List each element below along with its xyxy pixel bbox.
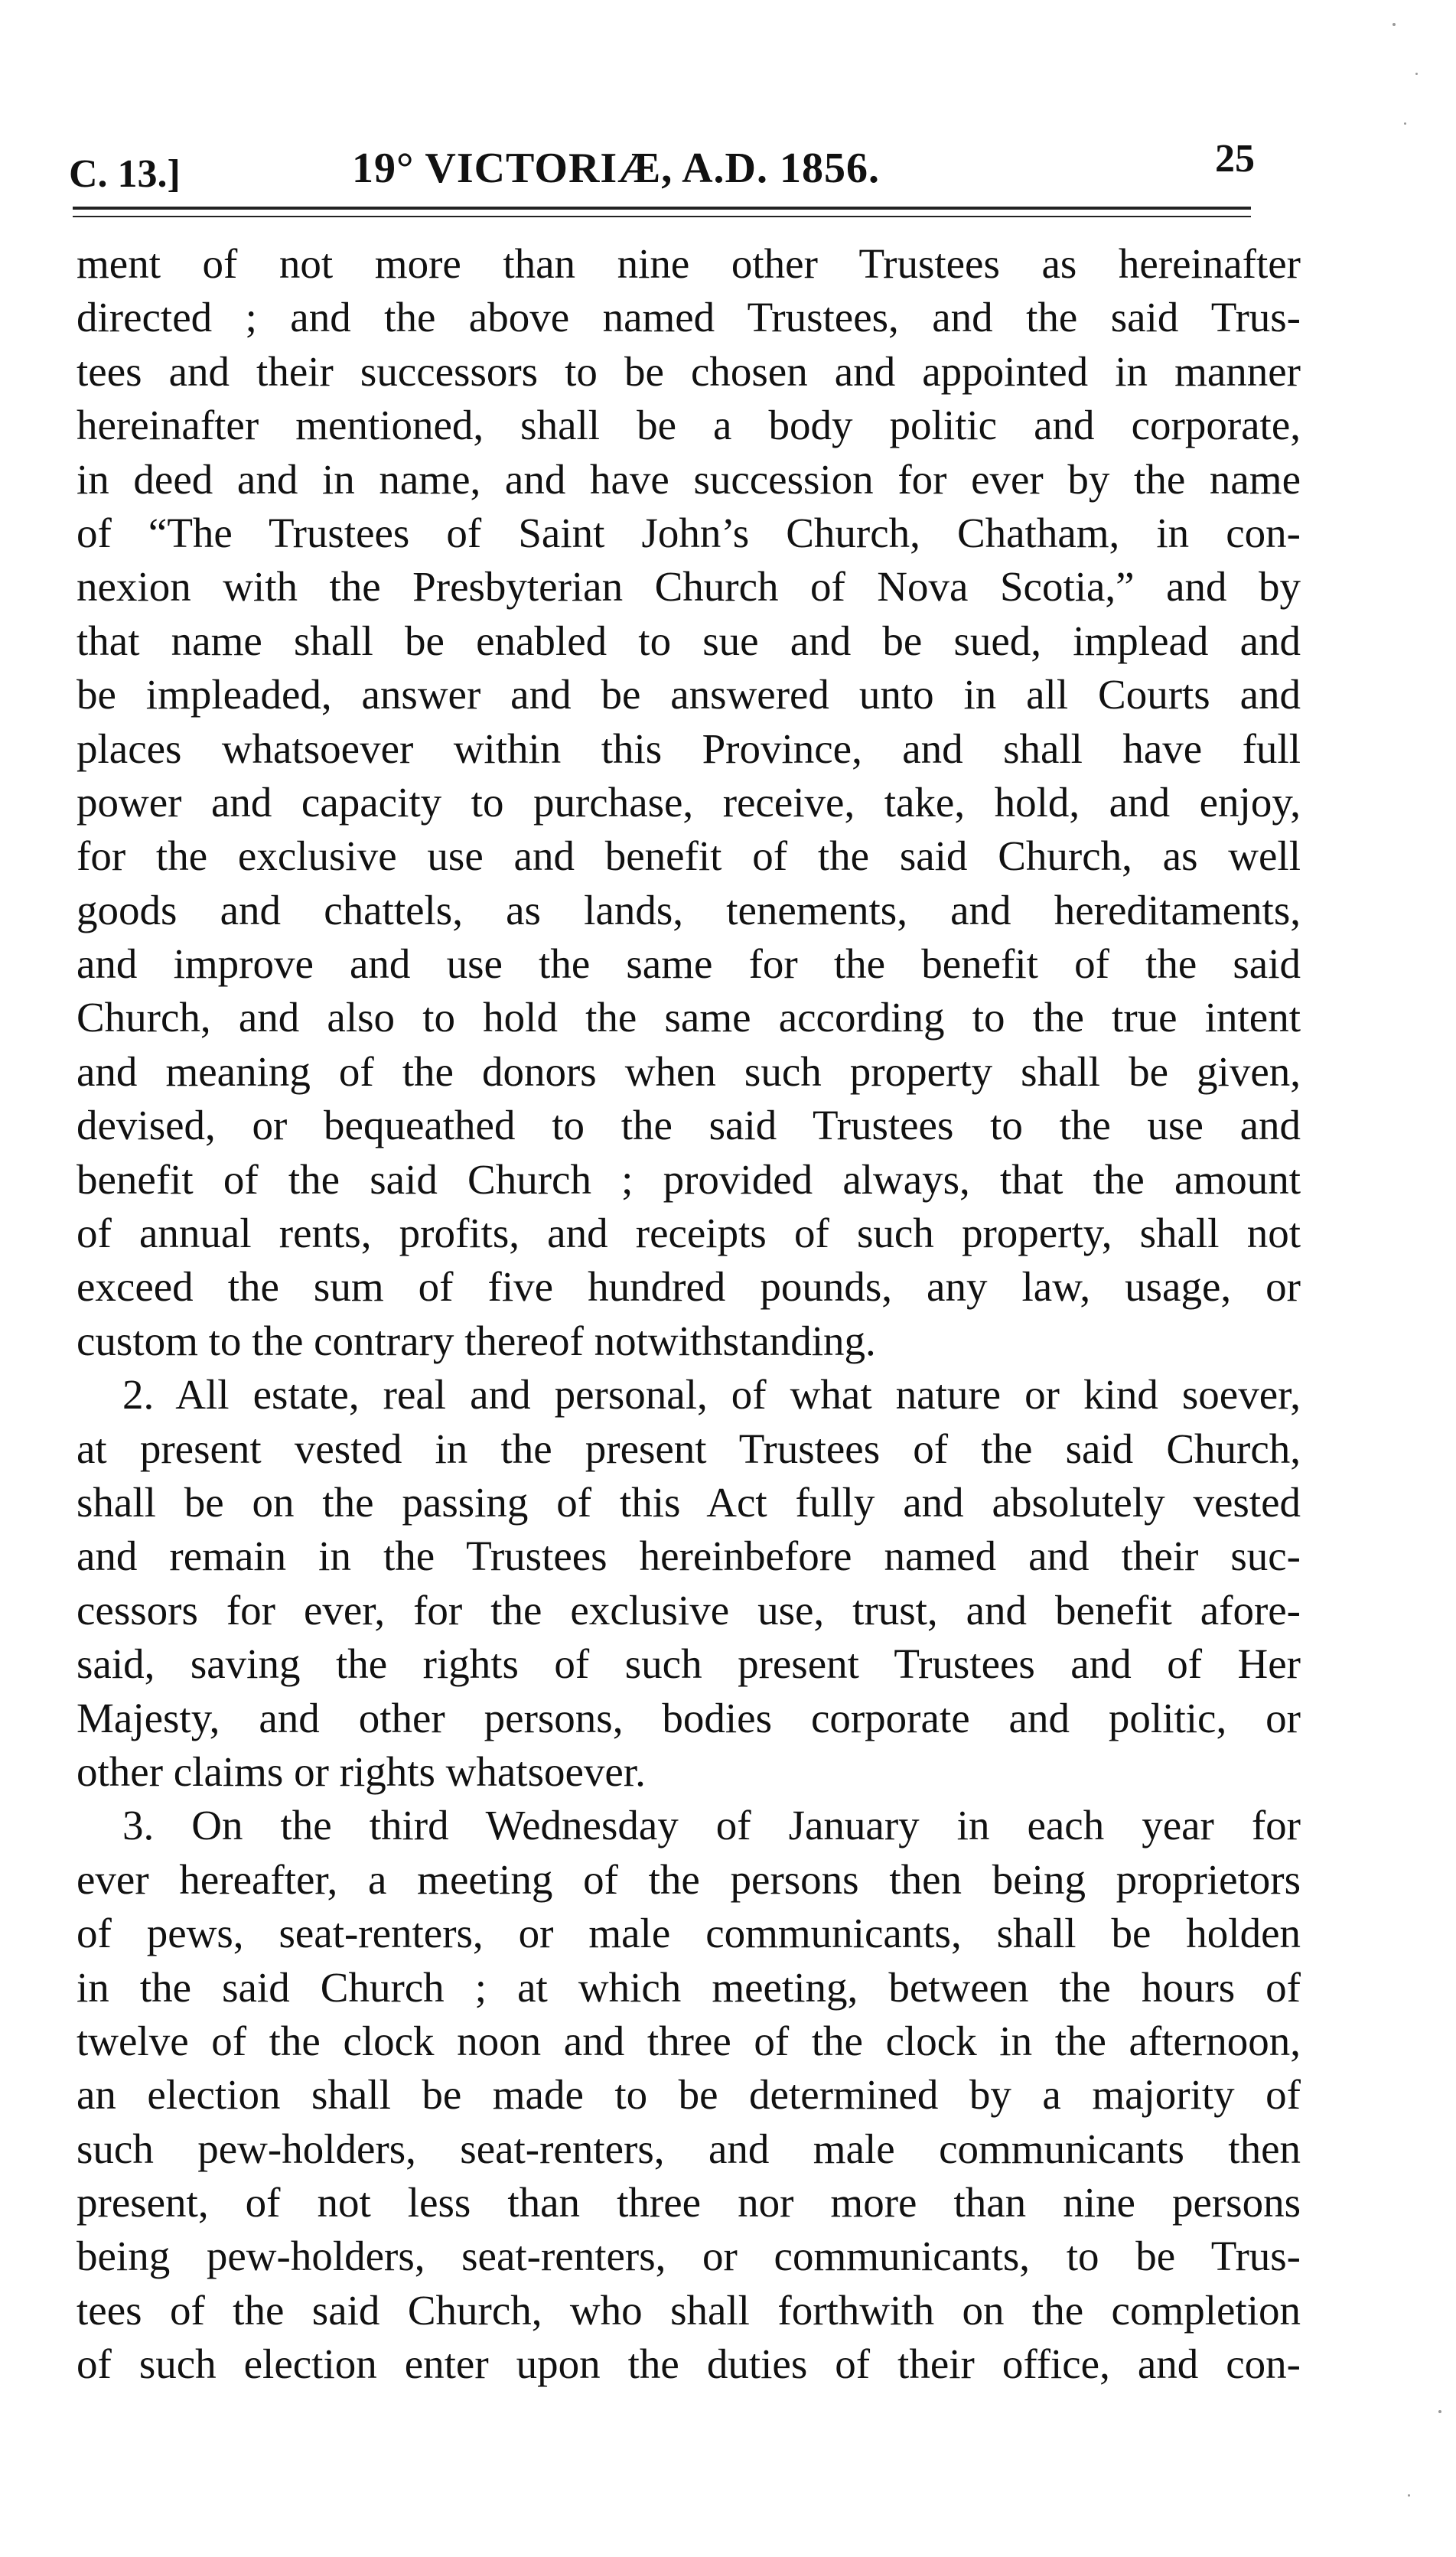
text-line: power and capacity to purchase, receive, take, hold, and enjoy, bbox=[77, 778, 1301, 826]
text-line: Church, and also to hold the same according to the true intent bbox=[77, 994, 1301, 1041]
text-line: hereinafter mentioned, shall be a body politic and corporate, bbox=[77, 402, 1301, 449]
scan-speck bbox=[1415, 73, 1418, 75]
text-line: nexion with the Presbyterian Church of Nova Scotia,” and by bbox=[77, 563, 1301, 611]
header-rule-thin bbox=[73, 216, 1251, 217]
text-line: other claims or rights whatsoever. bbox=[77, 1748, 646, 1795]
text-line: custom to the contrary thereof notwithstanding. bbox=[77, 1317, 876, 1364]
section-3-first-line: 3. On the third Wednesday of January in each year for bbox=[122, 1802, 1301, 1849]
text-line: in deed and in name, and have succession for ever by the name bbox=[77, 455, 1301, 503]
text-line: and remain in the Trustees hereinbefore named and their suc- bbox=[77, 1533, 1301, 1580]
text-line: devised, or bequeathed to the said Trustees to the use and bbox=[77, 1102, 1301, 1149]
text-line: exceed the sum of five hundred pounds, any law, usage, or bbox=[77, 1263, 1301, 1311]
header-rule-thick bbox=[73, 207, 1251, 210]
running-header bbox=[69, 136, 1255, 205]
text-line: such pew-holders, seat-renters, and male communicants then bbox=[77, 2125, 1301, 2172]
scan-speck bbox=[1408, 2494, 1410, 2497]
scan-speck bbox=[1392, 23, 1396, 26]
text-line: tees of the said Church, who shall forthwith on the completion bbox=[77, 2286, 1301, 2334]
text-line: of pews, seat-renters, or male communicants, shall be holden bbox=[77, 1910, 1301, 1957]
scan-speck bbox=[1438, 2410, 1441, 2413]
text-line: and meaning of the donors when such property shall be given, bbox=[77, 1047, 1301, 1095]
text-line: at present vested in the present Trustees of the said Church, bbox=[77, 1425, 1301, 1472]
text-line: that name shall be enabled to sue and be sued, implead and bbox=[77, 617, 1301, 664]
text-line: for the exclusive use and benefit of the said Church, as well bbox=[77, 832, 1301, 880]
scan-speck bbox=[1404, 122, 1406, 125]
text-line: of annual rents, profits, and receipts of such property, shall not bbox=[77, 1210, 1301, 1257]
body-text bbox=[77, 237, 1301, 2392]
text-line: places whatsoever within this Province, and shall have full bbox=[77, 725, 1301, 772]
text-line: be impleaded, answer and be answered unto in all Courts and bbox=[77, 671, 1301, 718]
text-line: tees and their successors to be chosen and appointed in manner bbox=[77, 347, 1301, 395]
text-line: present, of not less than three nor more than nine persons bbox=[77, 2179, 1301, 2226]
text-line: of “The Trustees of Saint John’s Church, Chatham, in con- bbox=[77, 509, 1301, 556]
text-line: said, saving the rights of such present Trustees and of Her bbox=[77, 1640, 1301, 1688]
chapter-number: C. 13.] bbox=[69, 152, 181, 196]
text-line: cessors for ever, for the exclusive use, trust, and benefit afore- bbox=[77, 1586, 1301, 1634]
text-line: being pew-holders, seat-renters, or communicants, to be Trus- bbox=[77, 2233, 1301, 2280]
text-line: directed ; and the above named Trustees, and the said Trus- bbox=[77, 294, 1301, 341]
text-line: of such election enter upon the duties of their office, and con- bbox=[77, 2340, 1301, 2388]
text-line: shall be on the passing of this Act fully and absolutely vested bbox=[77, 1478, 1301, 1526]
text-line: in the said Church ; at which meeting, between the hours of bbox=[77, 1963, 1301, 2011]
section-2-first-line: 2. All estate, real and personal, of what nature or kind soever, bbox=[122, 1371, 1301, 1419]
text-line: ever hereafter, a meeting of the persons then being proprietors bbox=[77, 1855, 1301, 1903]
header-title: 19° VICTORIÆ, A.D. 1856. bbox=[352, 145, 880, 192]
text-line: benefit of the said Church ; provided always, that the amount bbox=[77, 1155, 1301, 1203]
text-line: an election shall be made to be determined by a majority of bbox=[77, 2071, 1301, 2119]
text-line: twelve of the clock noon and three of the clock in the afternoon, bbox=[77, 2017, 1301, 2064]
text-line: goods and chattels, as lands, tenements, and hereditaments, bbox=[77, 886, 1301, 933]
page-number: 25 bbox=[1215, 137, 1255, 181]
text-line: Majesty, and other persons, bodies corporate and politic, or bbox=[77, 1694, 1301, 1741]
text-line: ment of not more than nine other Trustees as hereinafter bbox=[77, 240, 1301, 287]
text-line: and improve and use the same for the benefit of the said bbox=[77, 940, 1301, 988]
